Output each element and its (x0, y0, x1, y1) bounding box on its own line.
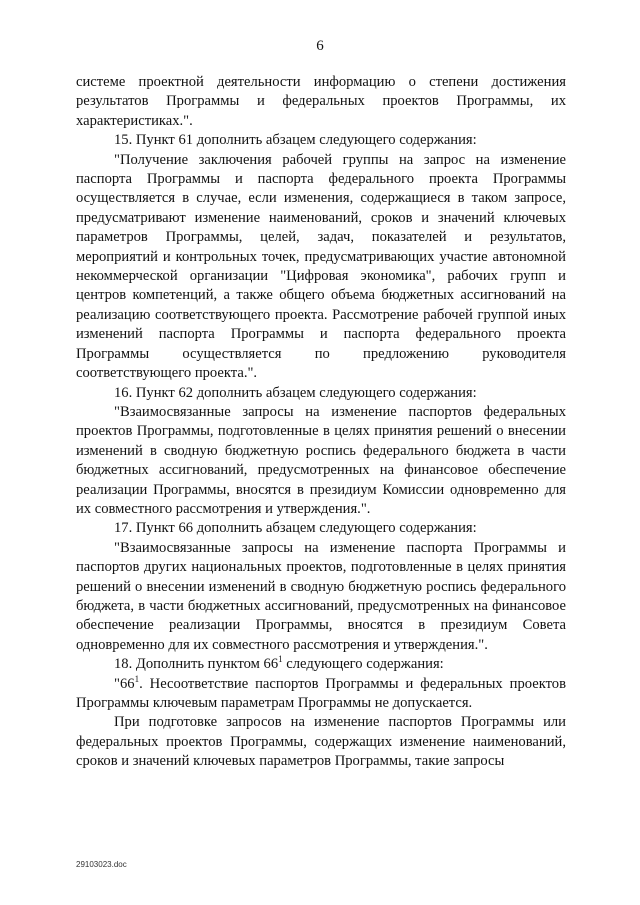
paragraph-item-17: 17. Пункт 66 дополнить абзацем следующего содержания: (114, 520, 477, 537)
document-filename: 29103023.doc (76, 860, 127, 869)
page-number: 6 (316, 38, 324, 54)
paragraph-item-15-quote: "Получение заключения рабочей группы на запрос на изменение паспорта Программы и паспорта федерального проекта Программы осуществляется в случае, если изменения, содержащиеся в таком запросе, предусматривают изменение наименований, сроков и значений ключевых параметров Программы, целей, задач, показателей и результатов, мероприятий и контрольных точек, предусматривающих участие автономной некоммерческой организации "Цифровая экономика", рабочих групп и центров компетенций, а также общего объема бюджетных ассигнований на реализацию соответствующего проекта. Рассмотрение рабочей группой иных изменений паспорта Программы и паспорта федерального проекта Программы осуществляется по предложению руководителя соответствующего проекта.". (76, 151, 566, 382)
paragraph-item-18-quote (76, 675, 566, 714)
paragraph-item-15: 15. Пункт 61 дополнить абзацем следующего содержания: (114, 132, 477, 149)
paragraph-continuation: системе проектной деятельности информацию о степени достижения результатов Программы и федеральных проектов Программы, их характеристиках.". (76, 74, 566, 129)
item-66-1-open: "66 (114, 675, 135, 692)
item-66-1-text: . Несоответствие паспортов Программы и федеральных проектов Программы ключевым параметрам Программы не допускается. (76, 675, 566, 711)
item-18-superscript: 1 (278, 654, 283, 665)
item-18-text-end: следующего содержания: (282, 656, 444, 673)
paragraph-item-16-quote: "Взаимосвязанные запросы на изменение паспортов федеральных проектов Программы, подготовленные в целях принятия решений о внесении изменений в сводную бюджетную роспись федерального бюджета в части бюджетных ассигнований, предусмотренных на финансовое обеспечение реализации Программы, вносятся в президиум Комиссии одновременно для их совместного рассмотрения и утверждения.". (76, 403, 566, 517)
document-body (76, 73, 566, 772)
paragraph-item-16: 16. Пункт 62 дополнить абзацем следующего содержания: (114, 384, 477, 401)
paragraph-item-18 (76, 655, 566, 674)
paragraph-item-17-quote: "Взаимосвязанные запросы на изменение паспорта Программы и паспортов других национальных проектов, подготовленные в целях принятия решений о внесении изменений в сводную бюджетную роспись федерального бюджета, в части бюджетных ассигнований, предусмотренных на финансовое обеспечение реализации Программы, вносятся в президиум Совета одновременно для их совместного рассмотрения и утверждения.". (76, 539, 566, 653)
paragraph-item-18-continuation: При подготовке запросов на изменение паспортов Программы или федеральных проектов Программы, содержащих изменение наименований, сроков и значений ключевых параметров Программы, такие запросы (76, 714, 566, 770)
item-66-1-superscript: 1 (134, 673, 140, 684)
item-18-text: 18. Дополнить пунктом 66 (114, 656, 279, 673)
